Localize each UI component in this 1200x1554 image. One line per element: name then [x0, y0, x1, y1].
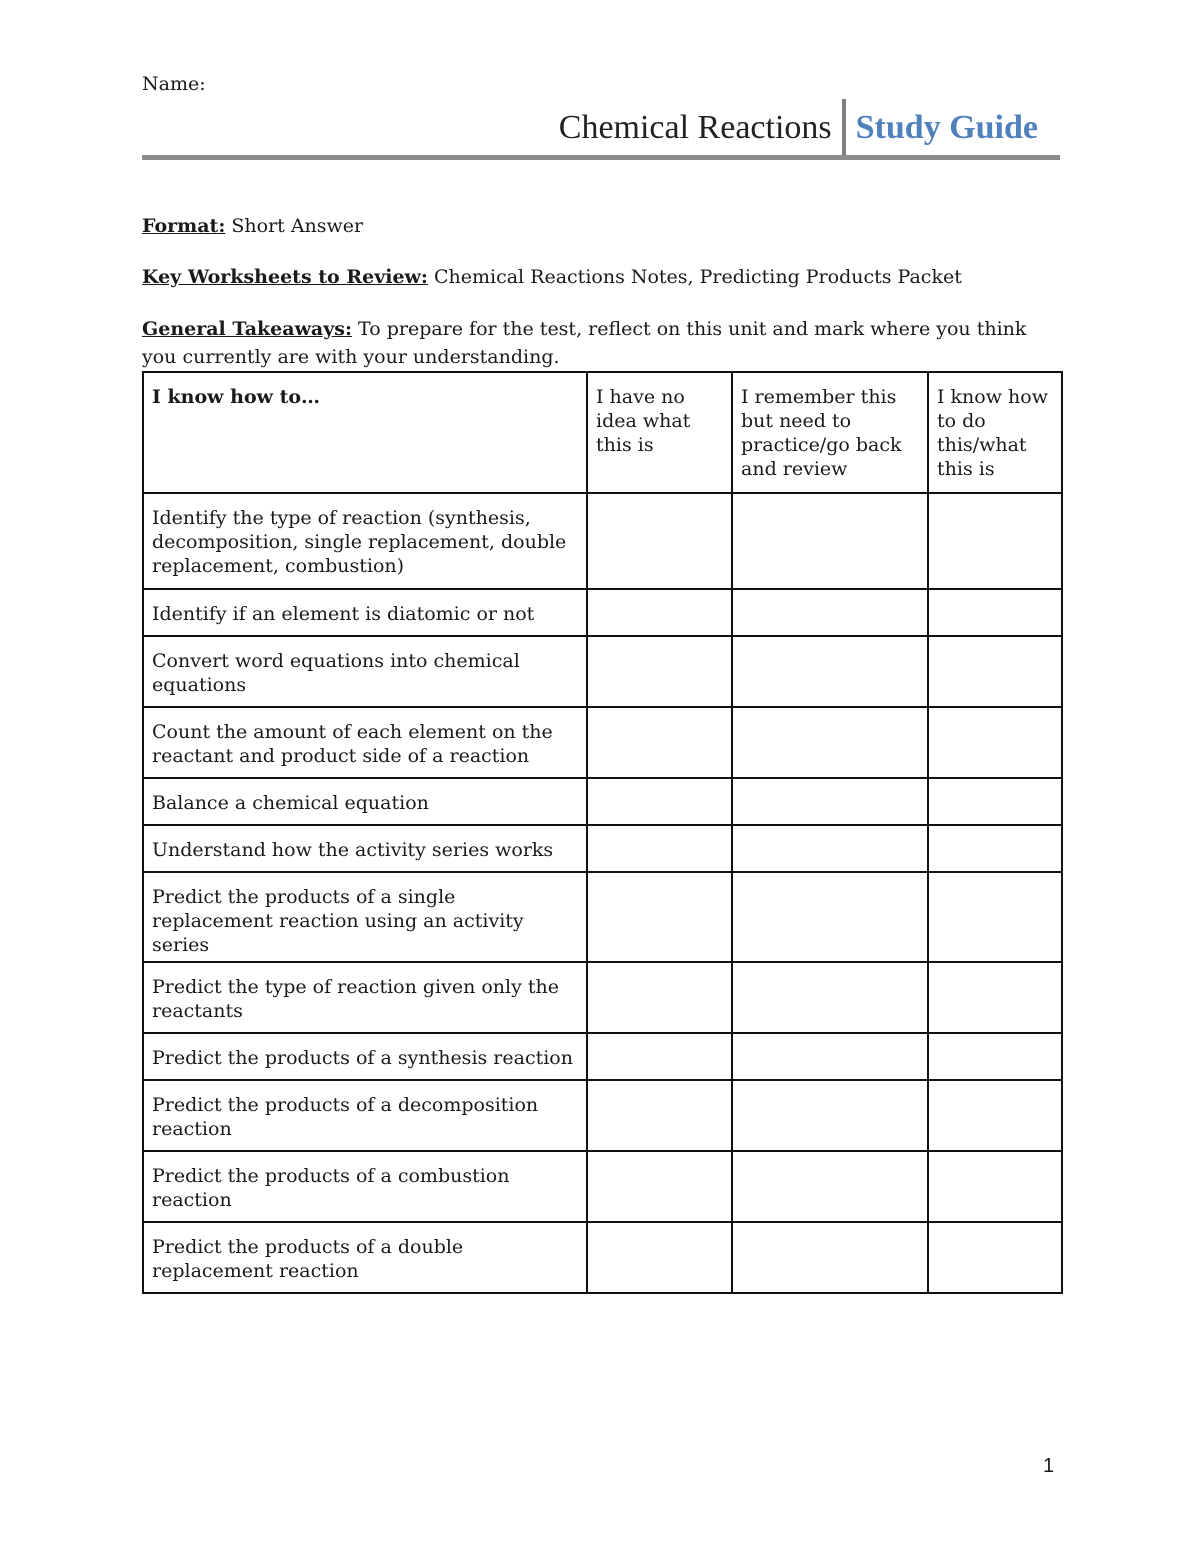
skill-cell: Identify the type of reaction (synthesis, decomposition, single replacement, double replacement, combustion): [143, 493, 587, 589]
rating-cell-no-idea[interactable]: [587, 1033, 732, 1080]
page-number: 1: [1043, 1455, 1055, 1477]
skill-cell: Identify if an element is diatomic or not: [143, 589, 587, 636]
rating-cell-need-review[interactable]: [732, 707, 928, 778]
rating-cell-need-review[interactable]: [732, 962, 928, 1033]
rating-cell-need-review[interactable]: [732, 589, 928, 636]
self-assessment-table: [142, 371, 1063, 1294]
skill-cell: Convert word equations into chemical equations: [143, 636, 587, 707]
rating-cell-know-how[interactable]: [928, 1080, 1062, 1151]
rating-cell-need-review[interactable]: [732, 1080, 928, 1151]
rating-cell-need-review[interactable]: [732, 493, 928, 589]
header-need-review: I remember this but need to practice/go back and review: [732, 372, 928, 493]
table-row: [143, 1222, 1062, 1293]
skill-cell: Balance a chemical equation: [143, 778, 587, 825]
skill-cell: Predict the products of a combustion reaction: [143, 1151, 587, 1222]
skill-cell: Understand how the activity series works: [143, 825, 587, 872]
rating-cell-need-review[interactable]: [732, 872, 928, 962]
rating-cell-no-idea[interactable]: [587, 1151, 732, 1222]
takeaways-text-2: you currently are with your understanding.: [142, 346, 560, 368]
table-row: [143, 872, 1062, 962]
rating-cell-know-how[interactable]: [928, 1033, 1062, 1080]
rating-cell-know-how[interactable]: [928, 493, 1062, 589]
format-value: Short Answer: [231, 215, 364, 237]
rating-cell-know-how[interactable]: [928, 636, 1062, 707]
rating-cell-no-idea[interactable]: [587, 872, 732, 962]
rating-cell-no-idea[interactable]: [587, 707, 732, 778]
table-row: [143, 636, 1062, 707]
table-row: [143, 589, 1062, 636]
rating-cell-know-how[interactable]: [928, 589, 1062, 636]
worksheets-value: Chemical Reactions Notes, Predicting Products Packet: [433, 266, 962, 288]
rating-cell-know-how[interactable]: [928, 1151, 1062, 1222]
rating-cell-need-review[interactable]: [732, 1151, 928, 1222]
format-line: [142, 212, 1060, 240]
format-label: Format:: [142, 215, 226, 237]
table-row: [143, 707, 1062, 778]
worksheets-label: Key Worksheets to Review:: [142, 266, 428, 288]
table-row: [143, 1080, 1062, 1151]
rating-cell-know-how[interactable]: [928, 1222, 1062, 1293]
takeaways-label: General Takeaways:: [142, 318, 352, 340]
rating-cell-no-idea[interactable]: [587, 589, 732, 636]
rating-cell-no-idea[interactable]: [587, 778, 732, 825]
rating-cell-know-how[interactable]: [928, 872, 1062, 962]
header-rule: [142, 155, 1060, 160]
takeaways-text-1: To prepare for the test, reflect on this unit and mark where you think: [358, 318, 1027, 340]
rating-cell-need-review[interactable]: [732, 778, 928, 825]
table-row: [143, 962, 1062, 1033]
rating-cell-no-idea[interactable]: [587, 825, 732, 872]
title-block: [142, 96, 1060, 160]
rating-cell-need-review[interactable]: [732, 636, 928, 707]
rating-cell-know-how[interactable]: [928, 707, 1062, 778]
name-label: Name:: [142, 73, 206, 95]
document-subtitle: Study Guide: [855, 109, 1038, 146]
table-row: [143, 1033, 1062, 1080]
table-header-row: [143, 372, 1062, 493]
worksheets-line: [142, 263, 1060, 291]
table-row: [143, 825, 1062, 872]
takeaways-line: [142, 315, 1060, 343]
skill-cell: Count the amount of each element on the reactant and product side of a reaction: [143, 707, 587, 778]
rating-cell-need-review[interactable]: [732, 1033, 928, 1080]
skill-cell: Predict the products of a single replacement reaction using an activity series: [143, 872, 587, 962]
rating-cell-no-idea[interactable]: [587, 1222, 732, 1293]
rating-cell-know-how[interactable]: [928, 825, 1062, 872]
rating-cell-know-how[interactable]: [928, 962, 1062, 1033]
rating-cell-no-idea[interactable]: [587, 493, 732, 589]
header-know-how: I know how to do this/what this is: [928, 372, 1062, 493]
skill-cell: Predict the products of a double replacement reaction: [143, 1222, 587, 1293]
table-row: [143, 493, 1062, 589]
rating-cell-no-idea[interactable]: [587, 1080, 732, 1151]
table-row: [143, 778, 1062, 825]
rating-cell-know-how[interactable]: [928, 778, 1062, 825]
skill-cell: Predict the products of a synthesis reaction: [143, 1033, 587, 1080]
skill-cell: Predict the type of reaction given only the reactants: [143, 962, 587, 1033]
skill-cell: Predict the products of a decomposition reaction: [143, 1080, 587, 1151]
table-row: [143, 1151, 1062, 1222]
header-no-idea: I have no idea what this is: [587, 372, 732, 493]
rating-cell-need-review[interactable]: [732, 1222, 928, 1293]
rating-cell-need-review[interactable]: [732, 825, 928, 872]
rating-cell-no-idea[interactable]: [587, 962, 732, 1033]
title-divider: [842, 99, 846, 157]
rating-cell-no-idea[interactable]: [587, 636, 732, 707]
document-title: Chemical Reactions: [558, 109, 832, 146]
header-skill: I know how to…: [143, 372, 587, 493]
